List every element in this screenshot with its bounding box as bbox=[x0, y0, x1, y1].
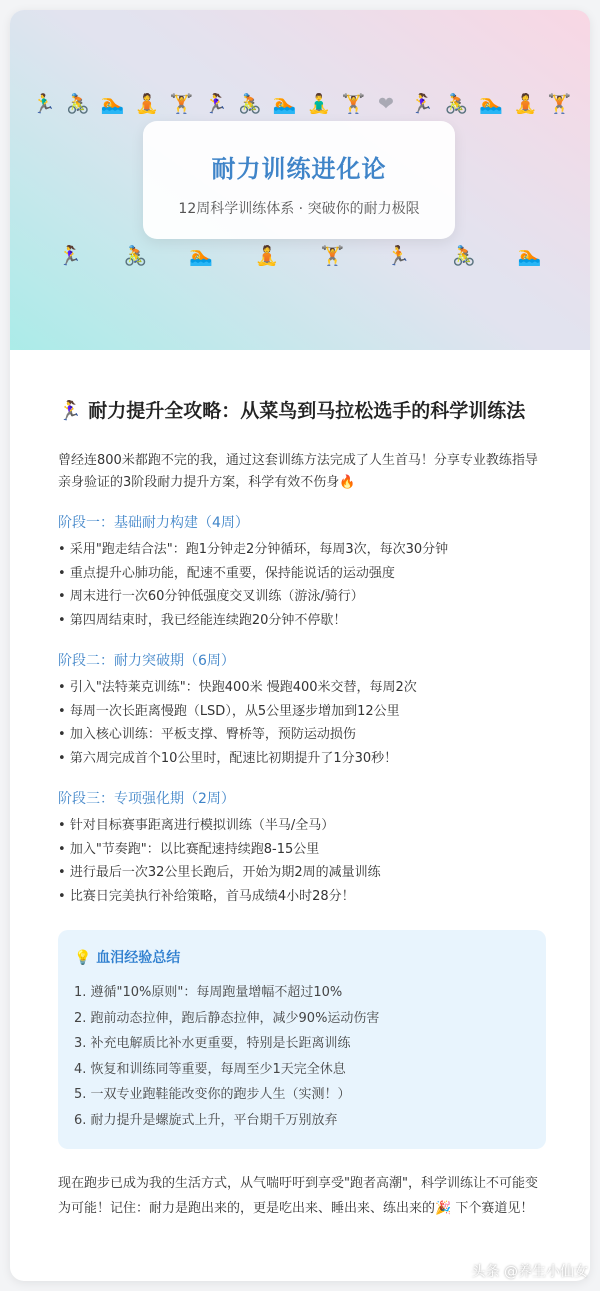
sport-emoji-icon: 🚴 bbox=[452, 245, 476, 267]
stage-title: 阶段二：耐力突破期（6周） bbox=[58, 653, 235, 669]
list-item: 4. 恢复和训练同等重要，每周至少1天完全休息 bbox=[74, 1061, 346, 1077]
watermark: 头条 @养生小仙女 bbox=[471, 1264, 588, 1280]
article-intro: 曾经连800米都跑不完的我，通过这套训练方法完成了人生首马！分享专业教练指导 亲身验证的3阶段耐力提升方案，科学有效不伤身🔥 bbox=[58, 453, 538, 490]
sport-emoji-icon: 🏃‍♂️ bbox=[32, 93, 56, 115]
hero-banner bbox=[10, 10, 590, 350]
sport-emoji-icon: 🧘‍♂️ bbox=[307, 93, 331, 115]
stage-list bbox=[58, 538, 546, 632]
list-item: 6. 耐力提升是螺旋式上升，平台期千万别放弃 bbox=[74, 1112, 338, 1128]
sport-emoji-icon: ❤ bbox=[377, 92, 394, 115]
stage-title: 阶段三：专项强化期（2周） bbox=[58, 791, 235, 807]
post-card bbox=[10, 10, 590, 1281]
list-item: • 加入核心训练：平板支撑、臀桥等，预防运动损伤 bbox=[58, 723, 546, 747]
hero-title: 耐力训练进化论 bbox=[211, 155, 387, 183]
article-body bbox=[58, 396, 546, 1221]
summary-title: 💡 血泪经验总结 bbox=[74, 950, 181, 966]
sport-emoji-icon: 🏊 bbox=[189, 245, 214, 267]
article-outro: 现在跑步已成为我的生活方式，从气喘吁吁到享受"跑者高潮"，科学训练让不可能变为可能！记住：耐力是跑出来的，更是吃出来、睡出来、练出来的🎉 下个赛道见！ bbox=[58, 1176, 538, 1216]
hero-subtitle: 12周科学训练体系 · 突破你的耐力极限 bbox=[178, 201, 420, 217]
list-item: 5. 一双专业跑鞋能改变你的跑步人生（实测！） bbox=[74, 1087, 351, 1102]
list-item: • 比赛日完美执行补给策略，首马成绩4小时28分！ bbox=[58, 885, 546, 909]
sport-emoji-icon: 🏋 bbox=[341, 93, 366, 115]
list-item: • 引入"法特莱克训练"：快跑400米 慢跑400米交替，每周2次 bbox=[58, 676, 546, 700]
sport-emoji-icon: 🏊 bbox=[479, 93, 503, 115]
sport-emoji-icon: 🏊 bbox=[100, 93, 125, 115]
list-item: • 加入"节奏跑"：以比赛配速持续跑8-15公里 bbox=[58, 838, 546, 862]
list-item: • 进行最后一次32公里长跑后，开始为期2周的减量训练 bbox=[58, 861, 546, 885]
sport-emoji-icon: 🏊 bbox=[272, 93, 297, 115]
sport-emoji-icon: 🚴 bbox=[444, 93, 469, 115]
sport-emoji-icon: 🏃‍♀️ bbox=[410, 93, 434, 115]
sport-emoji-icon: 🧘 bbox=[255, 245, 279, 267]
decorative-icon-row-top bbox=[32, 92, 572, 115]
list-item: • 针对目标赛事距离进行模拟训练（半马/全马） bbox=[58, 814, 546, 838]
sport-emoji-icon: 🚴 bbox=[66, 93, 91, 115]
sport-emoji-icon: 🚴 bbox=[238, 93, 263, 115]
list-item: • 第六周完成首个10公里时，配速比初期提升了1分30秒！ bbox=[58, 747, 546, 771]
stage-section-2 bbox=[58, 650, 546, 770]
summary-box bbox=[58, 930, 546, 1149]
sport-emoji-icon: 🏋 bbox=[547, 93, 572, 115]
hero-title-box bbox=[143, 121, 455, 239]
sport-emoji-icon: 🏋 bbox=[320, 245, 345, 267]
stage-list bbox=[58, 676, 546, 770]
sport-emoji-icon: 🏋 bbox=[169, 93, 194, 115]
sport-emoji-icon: 🧘 bbox=[513, 93, 538, 115]
sport-emoji-icon: 🏊 bbox=[517, 245, 542, 267]
sport-emoji-icon: 🏃‍♀️ bbox=[203, 93, 228, 115]
list-item: • 周末进行一次60分钟低强度交叉训练（游泳/骑行） bbox=[58, 585, 546, 609]
list-item: • 每周一次长距离慢跑（LSD），从5公里逐步增加到12公里 bbox=[58, 700, 546, 724]
sport-emoji-icon: 🏃‍♀️ bbox=[58, 245, 82, 267]
sport-emoji-icon: 🚴 bbox=[123, 245, 148, 267]
stage-section-1 bbox=[58, 512, 546, 632]
list-item: • 重点提升心肺功能，配速不重要，保持能说话的运动强度 bbox=[58, 562, 546, 586]
list-item: 1. 遵循"10%原则"：每周跑量增幅不超过10% bbox=[74, 985, 343, 1000]
summary-list bbox=[74, 980, 530, 1133]
list-item: • 第四周结束时，我已经能连续跑20分钟不停歇！ bbox=[58, 609, 546, 633]
stage-list bbox=[58, 814, 546, 908]
decorative-icon-row-bottom bbox=[58, 244, 542, 267]
list-item: • 采用"跑走结合法"：跑1分钟走2分钟循环，每周3次，每次30分钟 bbox=[58, 538, 546, 562]
list-item: 3. 补充电解质比补水更重要，特别是长距离训练 bbox=[74, 1036, 351, 1051]
sport-emoji-icon: 🏃 bbox=[386, 245, 411, 267]
article-title: 🏃‍♀️ 耐力提升全攻略：从菜鸟到马拉松选手的科学训练法 bbox=[58, 400, 526, 422]
stage-section-3 bbox=[58, 788, 546, 908]
sport-emoji-icon: 🧘 bbox=[135, 93, 159, 115]
stage-title: 阶段一：基础耐力构建（4周） bbox=[58, 515, 249, 531]
list-item: 2. 跑前动态拉伸，跑后静态拉伸，减少90%运动伤害 bbox=[74, 1010, 380, 1026]
